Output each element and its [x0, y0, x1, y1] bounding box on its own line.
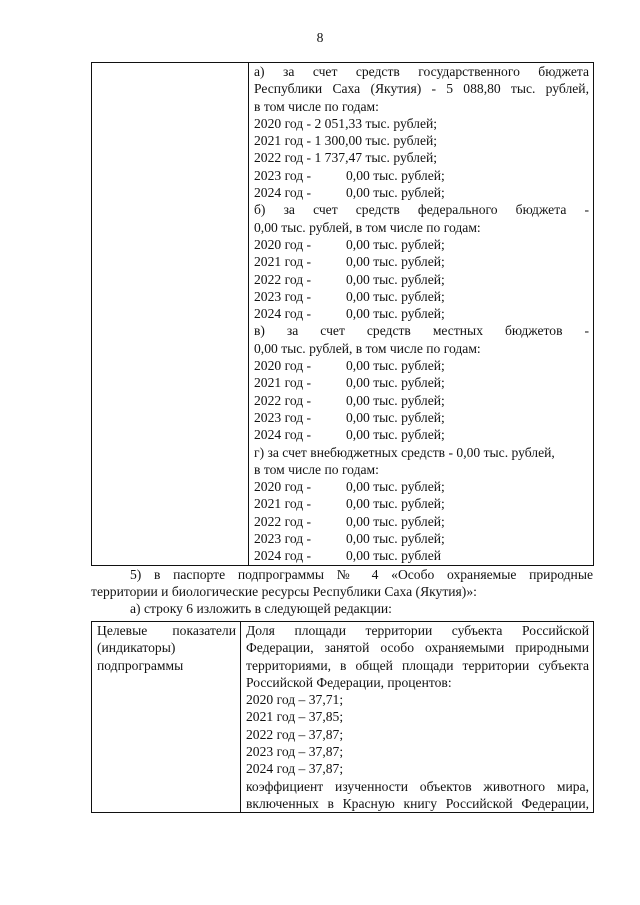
indicator-text-line3: территориями, в общей площади территории субъекта [246, 657, 589, 673]
indicator-year-row: 2022 год – 37,87; [246, 726, 344, 742]
year-row [254, 115, 589, 132]
year-row [254, 495, 589, 512]
indicators-left-cell [92, 622, 241, 813]
year-row [254, 236, 589, 253]
indicators-table [91, 621, 594, 813]
section-b-heading-cont: 0,00 тыс. рублей, в том числе по годам: [254, 219, 481, 235]
section-b-heading: б) за счет средств федерального бюджета - [254, 202, 589, 218]
year-value: 0,00 тыс. рублей; [346, 254, 445, 270]
year-row [254, 253, 589, 270]
year-label: 2021 год - [254, 496, 312, 512]
indicator-year-row: 2020 год – 37,71; [246, 692, 344, 708]
year-label: 2024 год - [254, 548, 312, 564]
financing-left-cell [92, 63, 249, 566]
year-row [254, 288, 589, 305]
indicators-label-line3: подпрограммы [97, 657, 184, 673]
year-label: 2021 год - [254, 254, 312, 270]
year-row [254, 149, 589, 166]
year-value: 0,00 тыс. рублей; [346, 409, 445, 425]
year-row [254, 409, 589, 426]
year-value: 0,00 тыс. рублей; [346, 185, 445, 201]
year-row [254, 478, 589, 495]
year-value: 0,00 тыс. рублей [346, 548, 441, 564]
paragraph-5-line2: территории и биологические ресурсы Республики Саха (Якутия)»: [91, 584, 477, 599]
paragraph-5-line1: 5) в паспорте подпрограммы № 4 «Особо охраняемые природные [130, 567, 593, 582]
year-value: 1 300,00 тыс. рублей; [311, 133, 438, 149]
year-value: 0,00 тыс. рублей; [346, 496, 445, 512]
year-value: 0,00 тыс. рублей; [346, 236, 445, 252]
year-label: 2020 год - [254, 479, 312, 495]
section-v-heading-cont: 0,00 тыс. рублей, в том числе по годам: [254, 340, 481, 356]
section-g-heading-cont: в том числе по годам: [254, 461, 379, 477]
year-row [254, 374, 589, 391]
year-label: 2024 год - [254, 185, 312, 201]
year-label: 2021 год - [254, 375, 312, 391]
year-label: 2022 год - [254, 513, 312, 529]
section-a-by-years: в том числе по годам: [254, 98, 379, 114]
year-label: 2023 год - [254, 531, 312, 547]
year-label: 2022 год - [254, 392, 312, 408]
year-row [254, 132, 589, 149]
year-row [254, 167, 589, 184]
indicator-text-line4: Российской Федерации, процентов: [246, 674, 452, 690]
year-value: 0,00 тыс. рублей; [346, 531, 445, 547]
financing-table [91, 62, 594, 566]
year-row [254, 513, 589, 530]
year-label: 2022 год - [254, 271, 312, 287]
year-label: 2024 год - [254, 427, 312, 443]
year-row [254, 271, 589, 288]
year-label: 2022 год - [254, 150, 312, 166]
year-label: 2023 год - [254, 167, 312, 183]
year-row [254, 426, 589, 443]
year-row [254, 305, 589, 322]
year-label: 2020 год - [254, 115, 312, 131]
year-row [254, 357, 589, 374]
indicator-text-line2: Федерации, занятой особо охраняемыми природными [246, 640, 589, 656]
year-value: 0,00 тыс. рублей; [346, 375, 445, 391]
year-row [254, 184, 589, 201]
financing-right-cell [249, 63, 594, 566]
section-a-heading: а) за счет средств государственного бюджета [254, 64, 589, 79]
year-value: 0,00 тыс. рублей; [346, 306, 445, 322]
year-label: 2023 год - [254, 288, 312, 304]
year-label: 2023 год - [254, 409, 312, 425]
paragraph-5-sub-a: а) строку 6 изложить в следующей редакции: [130, 601, 392, 616]
year-value: 2 051,33 тыс. рублей; [311, 115, 438, 131]
indicator-coefficient-line1: коэффициент изученности объектов животного мира, [246, 778, 589, 794]
year-row [254, 392, 589, 409]
indicators-label-line1: Целевые показатели [97, 623, 236, 638]
year-row [254, 547, 589, 564]
year-value: 0,00 тыс. рублей; [346, 479, 445, 495]
financing-table-row [92, 63, 594, 566]
year-row [254, 530, 589, 547]
year-label: 2021 год - [254, 133, 312, 149]
year-value: 0,00 тыс. рублей; [346, 392, 445, 408]
indicator-year-row: 2021 год – 37,85; [246, 709, 344, 725]
section-g-heading: г) за счет внебюджетных средств - 0,00 тыс. рублей, [254, 444, 555, 460]
year-label: 2024 год - [254, 306, 312, 322]
year-value: 0,00 тыс. рублей; [346, 271, 445, 287]
year-value: 0,00 тыс. рублей; [346, 288, 445, 304]
indicators-label-line2: (индикаторы) [97, 640, 176, 656]
section-a-heading-cont: Республики Саха (Якутия) - 5 088,80 тыс. рублей, [254, 81, 589, 97]
indicator-year-row: 2023 год – 37,87; [246, 744, 344, 760]
section-v-heading: в) за счет средств местных бюджетов - [254, 323, 589, 339]
year-value: 0,00 тыс. рублей; [346, 167, 445, 183]
year-value: 1 737,47 тыс. рублей; [311, 150, 438, 166]
year-value: 0,00 тыс. рублей; [346, 427, 445, 443]
page-number: 8 [316, 30, 324, 45]
indicator-year-row: 2024 год – 37,87; [246, 761, 344, 777]
indicator-text-line1: Доля площади территории субъекта Российской [246, 623, 589, 638]
year-label: 2020 год - [254, 236, 312, 252]
year-value: 0,00 тыс. рублей; [346, 513, 445, 529]
indicator-coefficient-line2: включенных в Красную книгу Российской Федерации, [246, 795, 589, 811]
indicators-table-row [92, 622, 594, 813]
year-label: 2020 год - [254, 358, 312, 374]
year-value: 0,00 тыс. рублей; [346, 358, 445, 374]
indicators-right-cell [241, 622, 594, 813]
